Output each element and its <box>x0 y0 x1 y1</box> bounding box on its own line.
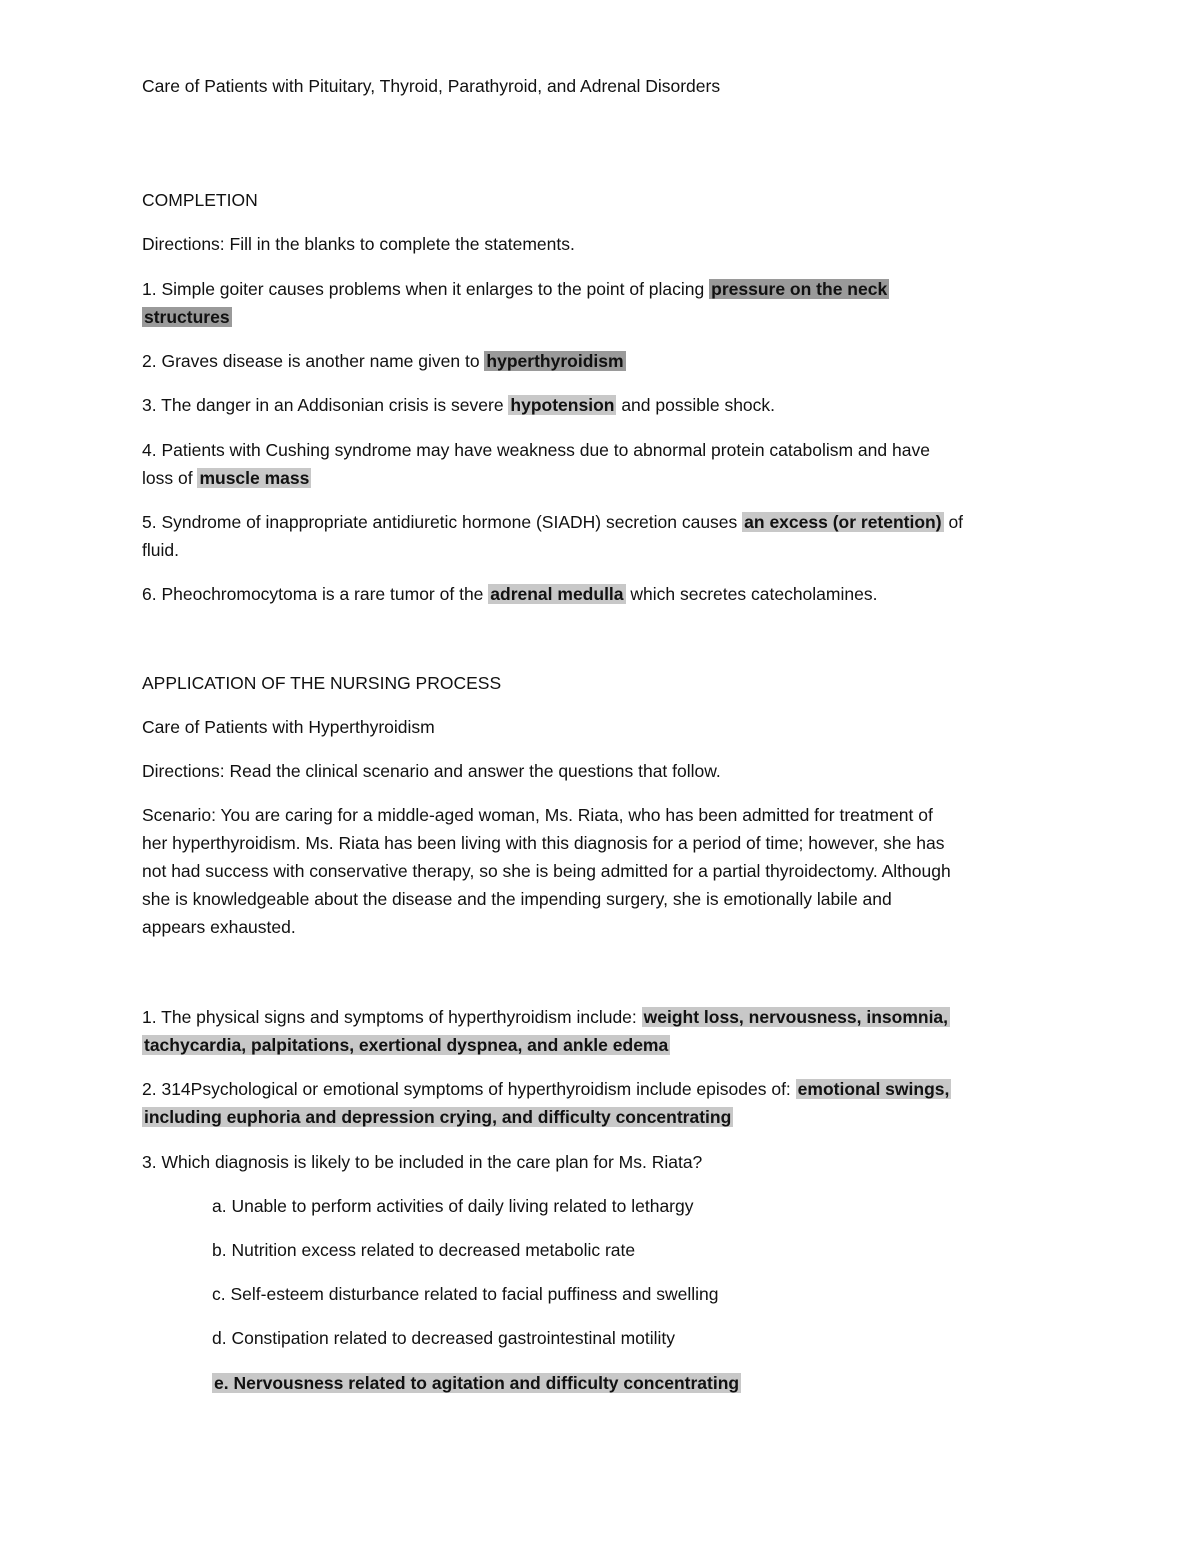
q3-text-after: and possible shock. <box>616 395 776 415</box>
q1-answer-a: pressure on the neck <box>711 279 888 299</box>
q5-text-after: of <box>943 512 964 532</box>
q6-text-before: 6. Pheochromocytoma is a rare tumor of the <box>142 584 489 604</box>
scenario-line: Scenario: You are caring for a middle-aged woman, Ms. Riata, who has been admitted for treatment of <box>142 805 933 825</box>
option-c: c. Self-esteem disturbance related to facial puffiness and swelling <box>212 1284 719 1304</box>
application-q3: 3. Which diagnosis is likely to be included in the care plan for Ms. Riata? <box>142 1152 703 1172</box>
completion-q3 <box>142 391 775 419</box>
app-q1-answer-a: weight loss, nervousness, insomnia, <box>643 1007 949 1027</box>
application-q2 <box>142 1075 951 1103</box>
option-b: b. Nutrition excess related to decreased metabolic rate <box>212 1240 636 1260</box>
option-e-answer: e. Nervousness related to agitation and difficulty concentrating <box>214 1373 740 1393</box>
application-heading: APPLICATION OF THE NURSING PROCESS <box>142 673 502 693</box>
q2-text: 2. Graves disease is another name given to <box>142 351 485 371</box>
q6-text-after: which secretes catecholamines. <box>625 584 878 604</box>
completion-q1 <box>142 275 889 303</box>
option-a: a. Unable to perform activities of daily living related to lethargy <box>212 1196 694 1216</box>
q3-text-before: 3. The danger in an Addisonian crisis is severe <box>142 395 509 415</box>
q1-text: 1. Simple goiter causes problems when it enlarges to the point of placing <box>142 279 710 299</box>
app-q1-answer-b: tachycardia, palpitations, exertional dyspnea, and ankle edema <box>144 1035 669 1055</box>
completion-q4: 4. Patients with Cushing syndrome may have weakness due to abnormal protein catabolism and have <box>142 440 930 460</box>
application-q1 <box>142 1003 950 1031</box>
q6-answer: adrenal medulla <box>490 584 624 604</box>
q5-answer: an excess (or retention) <box>744 512 942 532</box>
application-subheading: Care of Patients with Hyperthyroidism <box>142 717 435 737</box>
scenario-line: not had success with conservative therapy, so she is being admitted for a partial thyroidectomy. Although <box>142 861 951 881</box>
q3-answer: hypotension <box>510 395 615 415</box>
q4-answer: muscle mass <box>199 468 310 488</box>
completion-q2 <box>142 347 626 375</box>
app-q2-answer-a: emotional swings, <box>797 1079 950 1099</box>
completion-q4-cont <box>142 464 311 492</box>
completion-q6 <box>142 580 877 608</box>
app-q2-text: 2. 314Psychological or emotional symptoms of hyperthyroidism include episodes of: <box>142 1079 796 1099</box>
application-q2-cont <box>142 1103 733 1131</box>
q2-answer: hyperthyroidism <box>486 351 624 371</box>
completion-heading: COMPLETION <box>142 190 258 210</box>
app-q2-answer-b: including euphoria and depression crying, and difficulty concentrating <box>144 1107 732 1127</box>
completion-q1-cont <box>142 303 232 331</box>
completion-q5 <box>142 508 963 536</box>
scenario-line: her hyperthyroidism. Ms. Riata has been living with this diagnosis for a period of time; however, she has <box>142 833 945 853</box>
completion-q5-cont: fluid. <box>142 540 179 560</box>
scenario-line: she is knowledgeable about the disease and the impending surgery, she is emotionally labile and <box>142 889 892 909</box>
scenario-line: appears exhausted. <box>142 917 296 937</box>
q5-text-before: 5. Syndrome of inappropriate antidiuretic hormone (SIADH) secretion causes <box>142 512 743 532</box>
option-e-correct <box>212 1369 741 1397</box>
option-d: d. Constipation related to decreased gastrointestinal motility <box>212 1328 676 1348</box>
completion-directions: Directions: Fill in the blanks to complete the statements. <box>142 234 575 254</box>
q4-text-line2: loss of <box>142 468 198 488</box>
application-directions: Directions: Read the clinical scenario and answer the questions that follow. <box>142 761 721 781</box>
application-q1-cont <box>142 1031 670 1059</box>
q1-answer-b: structures <box>144 307 230 327</box>
app-q1-text: 1. The physical signs and symptoms of hyperthyroidism include: <box>142 1007 642 1027</box>
document-title: Care of Patients with Pituitary, Thyroid, Parathyroid, and Adrenal Disorders <box>142 76 721 96</box>
